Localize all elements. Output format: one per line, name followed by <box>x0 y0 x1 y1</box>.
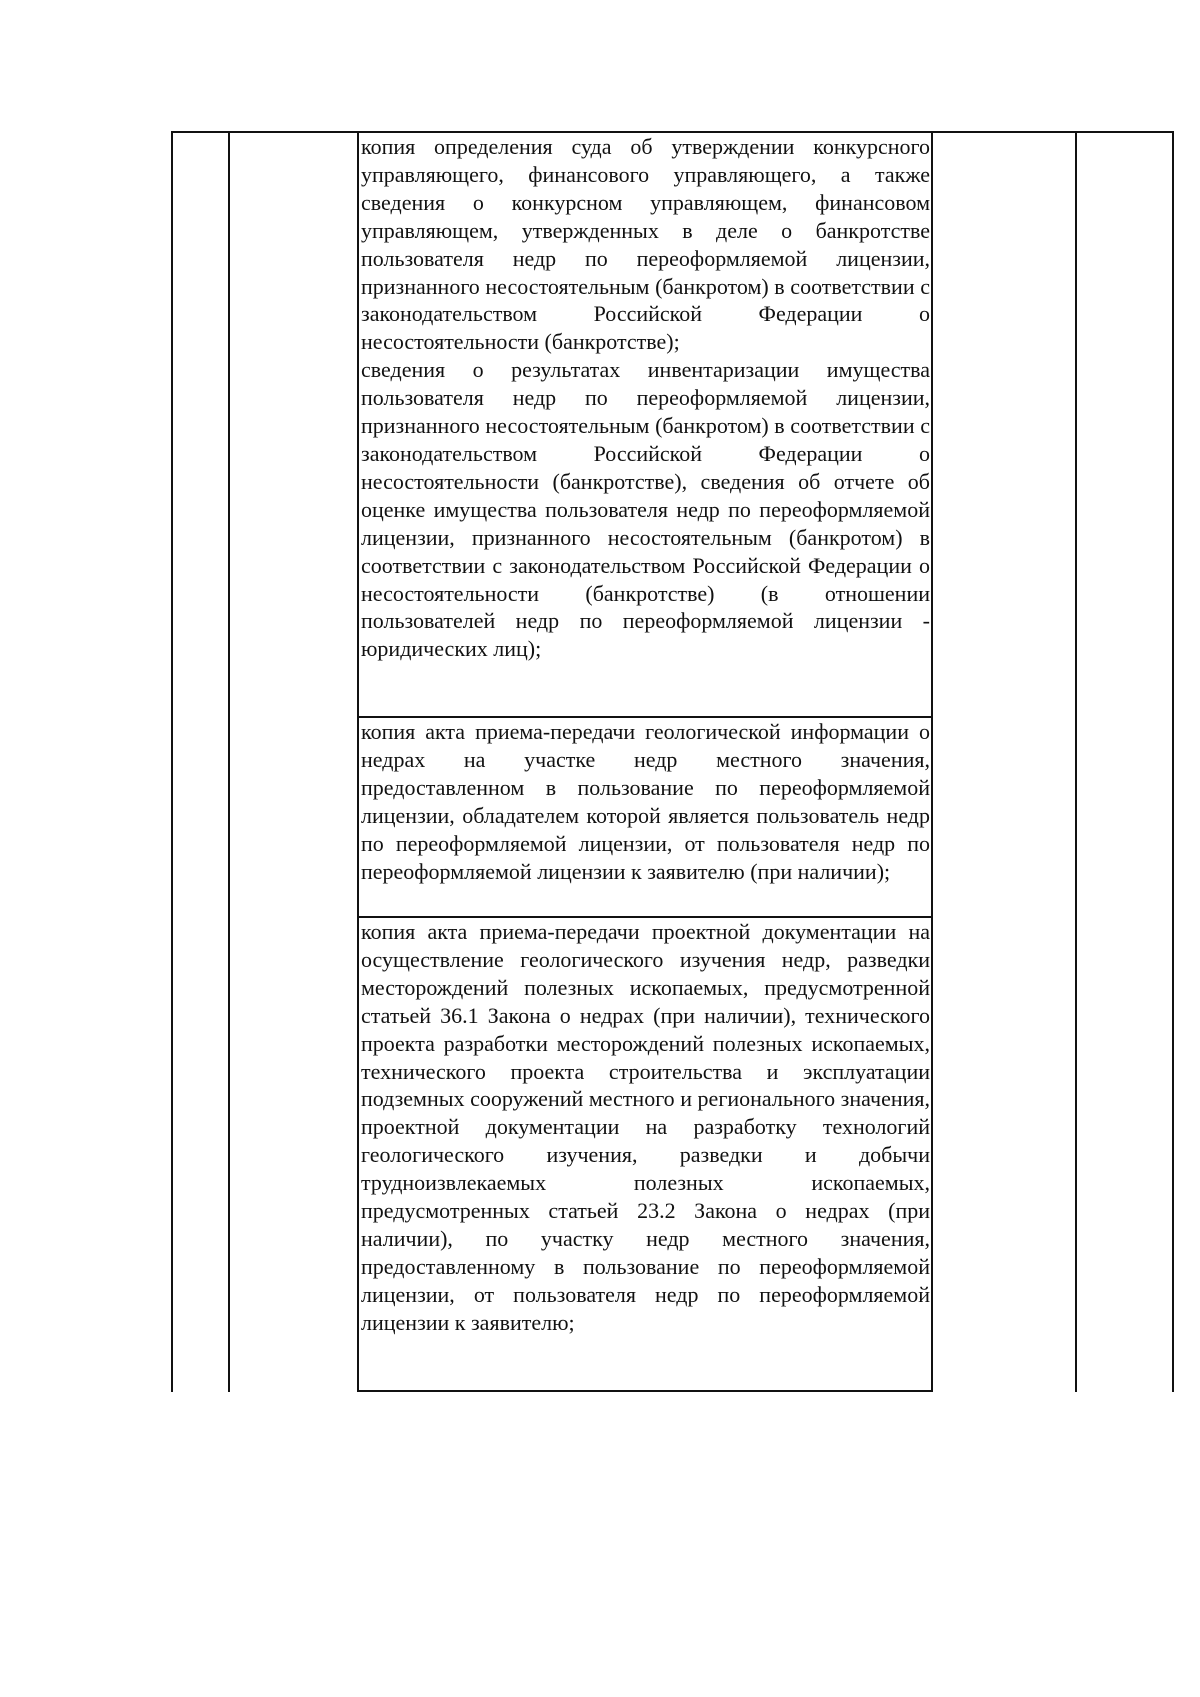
table-cell-geological-information <box>358 718 932 885</box>
table-cell-project-documentation <box>358 918 932 1337</box>
paragraph-geological-information: копия акта приема-передачи геологической информации о недрах на участке недр местного значения, предоставленном в пользование по переоформляемой лицензии, обладателем которой является пользователь недр по переоформляемой лицензии, от пользователя недр по переоформляемой лицензии к заявителю (при наличии); <box>361 719 930 884</box>
requirements-column <box>358 131 932 1392</box>
paragraph-inventory-results: сведения о результатах инвентаризации имущества пользователя недр по переоформляемой лицензии, признанного несостоятельным (банкротом) в соответствии с законодательством Российской Федерации о несостоятельности (банкротстве), сведения об отчете об оценке имущества пользователя недр по переоформляемой лицензии, признанного несостоятельным (банкротом) в соответствии с законодательством Российской Федерации о несостоятельности (банкротстве) (в отношении пользователей недр по переоформляемой лицензии - юридических лиц); <box>361 357 930 662</box>
table-column-line-2 <box>228 131 230 1392</box>
table-column-line-6 <box>1172 131 1174 1392</box>
table-column-line-5 <box>1075 131 1077 1392</box>
paragraph-project-documentation: копия акта приема-передачи проектной документации на осуществление геологического изучения недр, разведки месторождений полезных ископаемых, предусмотренной статьей 36.1 Закона о недрах (при наличии), технического проекта разработки месторождений полезных ископаемых, технического проекта строительства и эксплуатации подземных сооружений местного и регионального значения, проектной документации на разработку технологий геологического изучения, разведки и добычи трудноизвлекаемых полезных ископаемых, предусмотренных статьей 23.2 Закона о недрах (при наличии), по участку недр местного значения, предоставленному в пользование по переоформляемой лицензии, от пользователя недр по переоформляемой лицензии к заявителю; <box>361 919 930 1335</box>
table-cell-court-and-inventory <box>358 133 932 663</box>
table-column-line-1 <box>171 131 173 1392</box>
paragraph-court-ruling: копия определения суда об утверждении конкурсного управляющего, финансового управляющего, а также сведения о конкурсном управляющем, финансовом управляющем, утвержденных в деле о банкротстве пользователя недр по переоформляемой лицензии, признанного несостоятельным (банкротом) в соответствии с законодательством Российской Федерации о несостоятельности (банкротстве); <box>361 134 930 355</box>
